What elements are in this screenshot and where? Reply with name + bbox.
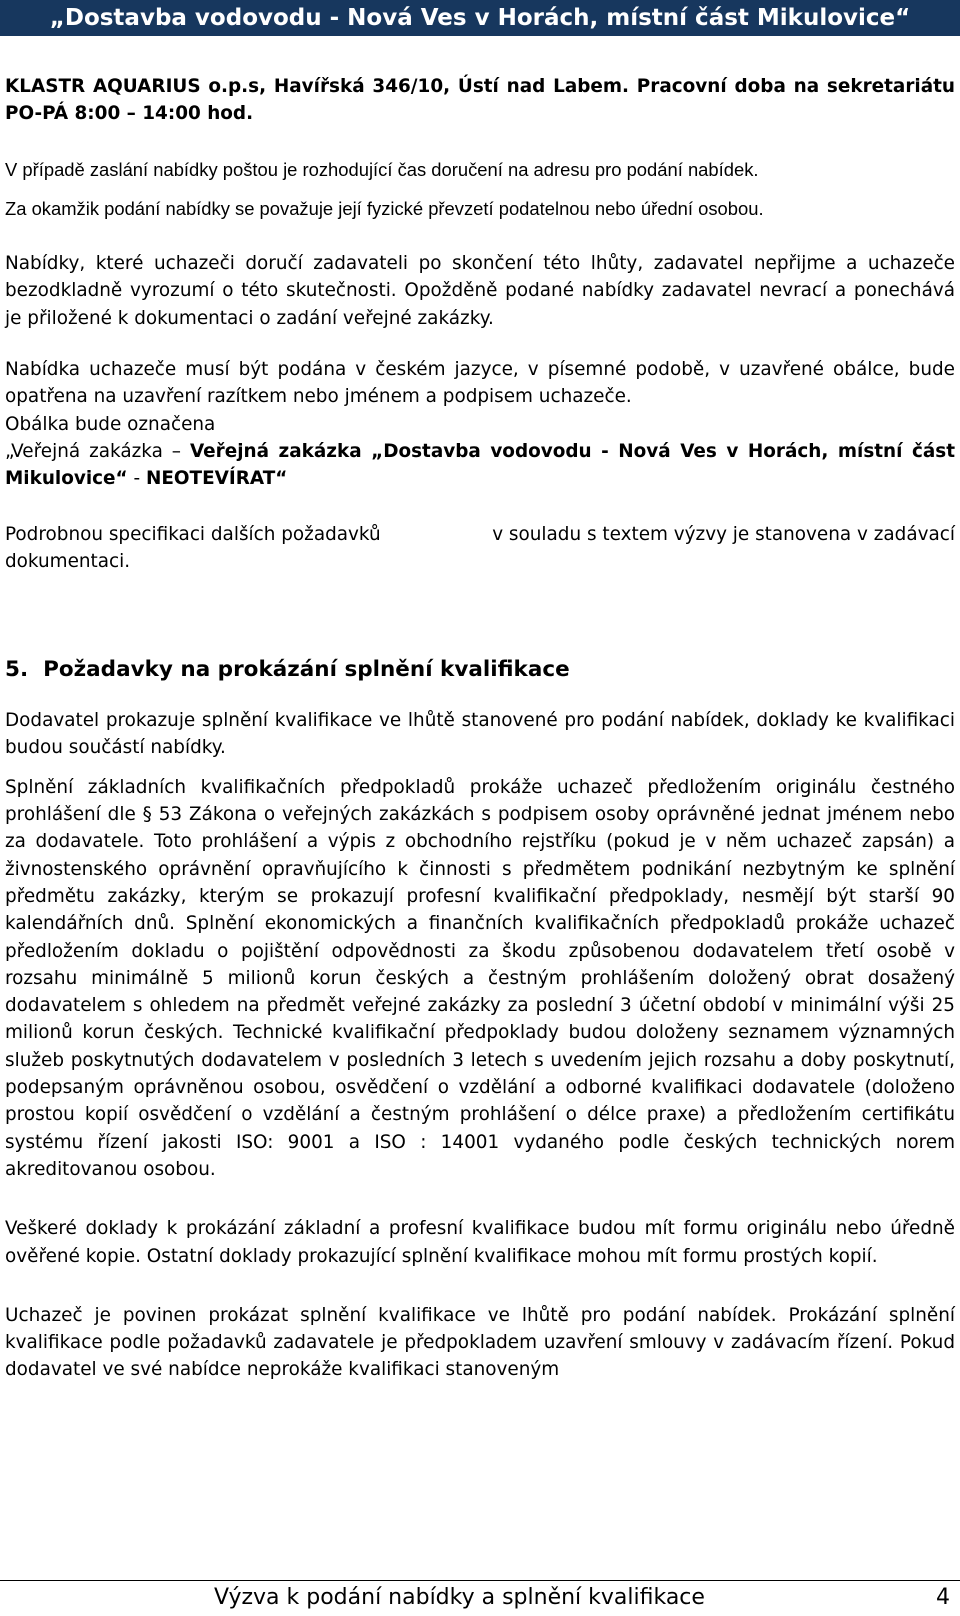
section-title: Požadavky na prokázání splnění kvalifikace: [43, 657, 570, 683]
qualification-deadline-paragraph: Uchazeč je povinen prokázat splnění kvalifikace ve lhůtě pro podání nabídek. Prokázání splnění kvalifikace podle požadavků zadavatele je předpokladem uzavření smlouvy v zadávacím řízení. Pokud dodavatel ve své nabídce neprokáže kvalifikaci stanoveným: [5, 1304, 955, 1381]
specification-left: Podrobnou specifikaci dalších požadavků: [5, 523, 381, 545]
document-body: [5, 73, 955, 1384]
qualification-intro-paragraph: Dodavatel prokazuje splnění kvalifikace ve lhůtě stanovené pro podání nabídek, doklady ke kvalifikaci budou součástí nabídky.: [5, 710, 955, 759]
section-number: 5.: [5, 657, 29, 683]
envelope-marking: [5, 438, 955, 493]
footer-title: Výzva k podání nabídky a splnění kvalifikace: [214, 1585, 705, 1610]
specification-right: v souladu s textem výzvy je stanovena v zadávací: [492, 523, 955, 545]
page-footer: [0, 1584, 960, 1612]
documents-form-paragraph: Veškeré doklady k prokázání základní a profesní kvalifikace budou mít formu originálu nebo úředně ověřené kopie. Ostatní doklady prokazující splnění kvalifikace mohou mít formu prostých kopií.: [5, 1218, 955, 1267]
footer-divider: [0, 1580, 960, 1581]
late-offers-paragraph: Nabídky, které uchazeči doručí zadavateli po skončení této lhůty, zadavatel nepřijme a uchazeče bezodkladně vyrozumí o této skutečnosti. Opožděně podané nabídky zadavatel nevrací a ponechává je přiložené k dokumentaci o zadání veřejné zakázky.: [5, 253, 955, 329]
section-heading: [5, 655, 955, 685]
language-paragraph: Nabídka uchazeče musí být podána v českém jazyce, v písemné podobě, v uzavřené obálce, bude opatřena na uzavření razítkem nebo jménem a podpisem uchazeče.: [5, 359, 955, 408]
envelope-paragraph: Obálka bude označena: [5, 413, 216, 435]
envelope-contract-name: Veřejná zakázka „Dostavba vodovodu - Nová Ves v Horách, místní část Mikulovice“: [5, 440, 956, 490]
envelope-separator: -: [127, 468, 146, 490]
document-title: „Dostavba vodovodu - Nová Ves v Horách, místní část Mikulovice“: [49, 5, 911, 31]
post-delivery-paragraph: V případě zaslání nabídky poštou je rozhodující čas doručení na adresu pro podání nabídek.: [5, 158, 759, 180]
address-paragraph: KLASTR AQUARIUS o.p.s, Havířská 346/10, Ústí nad Labem. Pracovní doba na sekretariátu PO-PÁ 8:00 – 14:00 hod.: [5, 76, 955, 125]
specification-end: dokumentaci.: [5, 550, 131, 572]
page-header: [0, 0, 960, 36]
submission-moment-paragraph: Za okamžik podání nabídky se považuje její fyzické převzetí podatelnou nebo úřední osobou.: [5, 197, 764, 219]
page-number: 4: [936, 1585, 950, 1610]
envelope-prefix: „Veřejná zakázka –: [5, 440, 190, 462]
envelope-do-not-open: NEOTEVÍRAT“: [145, 468, 288, 490]
specification-row: [5, 521, 955, 548]
qualification-requirements-paragraph: Splnění základních kvalifikačních předpokladů prokáže uchazeč předložením originálu čestného prohlášení dle § 53 Zákona o veřejných zakázkách s podpisem osoby oprávněné jednat jménem nebo za dodavatele. Toto prohlášení a výpis z obchodního rejstříku (pokud je v něm uchazeč zapsán) a živnostenského oprávnění opravňujícího k činnosti s předmětem podnikání nezbytným ke splnění předmětu zakázky, kterým se prokazují profesní kvalifikační předpoklady, nesmějí být starší 90 kalendářních dnů. Splnění ekonomických a finančních kvalifikačních předpokladů prokáže uchazeč předložením dokladu o pojištění odpovědnosti za škodu způsobenou dodavatelem třetí osobě v rozsahu minimálně 5 milionů korun českých a čestným prohlášením doložený obrat dosažený dodavatelem s ohledem na předmět veřejné zakázky za poslední 3 účetní období v minimální výši 25 milionů korun českých. Technické kvalifikační předpoklady budou doloženy seznamem významných služeb poskytnutých dodavatelem v posledních 3 letech s uvedením jejich rozsahu a doby poskytnutí, podepsaným oprávněnou osobou, osvědčení o vzdělání a odborné kvalifikaci dodavatele (doloženo prostou kopií osvědčení o vzdělání a čestným prohlášení o délce praxe) a předložením certifikátu systému řízení jakosti ISO: 9001 a ISO : 14001 vydaného podle českých technických norem akreditovanou osobou.: [5, 776, 955, 1180]
